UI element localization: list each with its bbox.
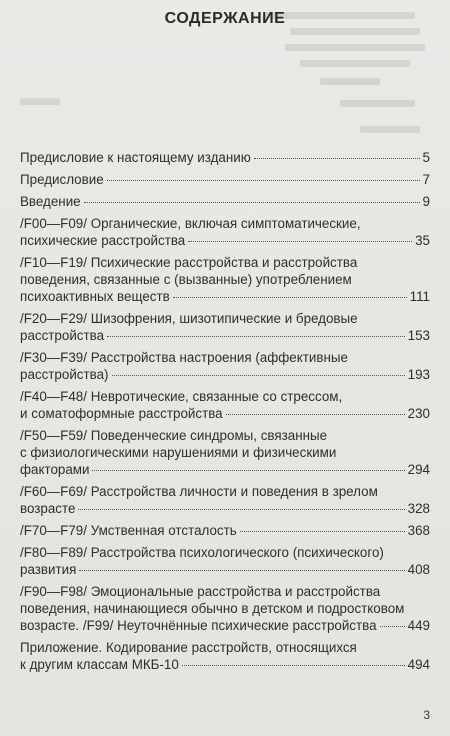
- toc-entry-text: возрасте. /F99/ Неуточнённые психические расстройства: [20, 618, 377, 633]
- toc-entry[interactable]: [20, 193, 430, 210]
- toc-entry-last-line: [20, 500, 430, 517]
- toc-entry-text: поведения, начинающиеся обычно в детском и подростковом: [20, 601, 405, 616]
- dot-leader: [254, 158, 420, 159]
- toc-entry-page: 328: [407, 501, 430, 516]
- toc-entry-text: /F30—F39/ Расстройства настроения (аффективные: [20, 350, 348, 365]
- toc-entry[interactable]: [20, 254, 430, 305]
- toc-entry-text: Предисловие к настоящему изданию: [20, 150, 251, 165]
- toc-entry-page: 408: [407, 562, 430, 577]
- dot-leader: [92, 470, 404, 471]
- toc-entry-page: 5: [422, 150, 430, 165]
- toc-entry-text: возрасте: [20, 501, 76, 516]
- toc-entry[interactable]: [20, 427, 430, 478]
- toc-entry-page: 9: [422, 194, 430, 209]
- dot-leader: [107, 180, 420, 181]
- toc-entry[interactable]: [20, 522, 430, 539]
- toc-entry-text: расстройства: [20, 328, 105, 343]
- toc-entry-page: 230: [407, 406, 430, 421]
- dot-leader: [173, 297, 407, 298]
- toc-entry-last-line: [20, 405, 430, 422]
- toc-entry[interactable]: [20, 171, 430, 188]
- toc-entry[interactable]: [20, 639, 430, 673]
- toc-entry-last-line: [20, 193, 430, 210]
- toc-entry-page: 449: [407, 618, 430, 633]
- toc-entry-page: 494: [407, 657, 430, 672]
- toc-entry-last-line: [20, 149, 430, 166]
- dot-leader: [84, 202, 420, 203]
- toc-entry-text: Введение: [20, 194, 81, 209]
- dot-leader: [188, 241, 412, 242]
- toc-entry-text: расстройства): [20, 367, 109, 382]
- dot-leader: [78, 509, 404, 510]
- dot-leader: [226, 414, 405, 415]
- toc-entry-last-line: [20, 617, 430, 634]
- toc-entry[interactable]: [20, 149, 430, 166]
- toc-entry-last-line: [20, 288, 430, 305]
- toc-entry-text: /F80—F89/ Расстройства психологического (психического): [20, 545, 384, 560]
- toc-entry-last-line: [20, 461, 430, 478]
- dot-leader: [240, 531, 405, 532]
- toc-entry[interactable]: [20, 310, 430, 344]
- toc-entry-last-line: [20, 171, 430, 188]
- toc-entry-page: 294: [407, 462, 430, 477]
- toc-entry-last-line: [20, 327, 430, 344]
- toc-entry-page: 153: [407, 328, 430, 343]
- dot-leader: [182, 665, 405, 666]
- toc-entry-text: /F20—F29/ Шизофрения, шизотипические и бредовые: [20, 311, 358, 326]
- toc-entry-page: 111: [409, 289, 430, 304]
- toc-entry-last-line: [20, 656, 430, 673]
- toc-entry-last-line: [20, 232, 430, 249]
- toc-entry[interactable]: [20, 388, 430, 422]
- toc-entry-page: 193: [407, 367, 430, 382]
- toc-entry-page: 368: [407, 523, 430, 538]
- dot-leader: [79, 570, 404, 571]
- toc-entry-text: развития: [20, 562, 77, 577]
- toc-entry[interactable]: [20, 215, 430, 249]
- toc-entry-text: с физиологическими нарушениями и физическими: [20, 445, 337, 460]
- toc-entry-text: /F70—F79/ Умственная отсталость: [20, 523, 237, 538]
- toc-entry[interactable]: [20, 583, 430, 634]
- toc-entry[interactable]: [20, 349, 430, 383]
- table-of-contents: [20, 149, 430, 678]
- dot-leader: [107, 336, 405, 337]
- toc-entry-text: Приложение. Кодирование расстройств, относящихся: [20, 640, 357, 655]
- toc-entry-last-line: [20, 522, 430, 539]
- toc-entry-page: 7: [422, 172, 430, 187]
- page-title: СОДЕРЖАНИЕ: [164, 10, 286, 27]
- toc-entry-last-line: [20, 366, 430, 383]
- toc-entry-text: к другим классам МКБ-10: [20, 657, 179, 672]
- toc-entry-text: /F00—F09/ Органические, включая симптоматические,: [20, 216, 361, 231]
- toc-entry-page: 35: [415, 233, 430, 248]
- toc-entry-text: и соматоформные расстройства: [20, 406, 223, 421]
- dot-leader: [112, 375, 405, 376]
- toc-entry-text: Предисловие: [20, 172, 104, 187]
- toc-entry-text: /F60—F69/ Расстройства личности и поведения в зрелом: [20, 484, 378, 499]
- toc-entry-text: /F50—F59/ Поведенческие синдромы, связанные: [20, 428, 328, 443]
- toc-entry[interactable]: [20, 483, 430, 517]
- toc-entry-text: психоактивных веществ: [20, 289, 170, 304]
- toc-entry-text: психические расстройства: [20, 233, 186, 248]
- dot-leader: [380, 626, 405, 627]
- toc-entry[interactable]: [20, 544, 430, 578]
- toc-entry-text: /F10—F19/ Психические расстройства и расстройства: [20, 255, 358, 270]
- page-number: 3: [423, 708, 430, 722]
- toc-entry-text: /F40—F48/ Невротические, связанные со стрессом,: [20, 389, 343, 404]
- toc-entry-text: факторами: [20, 462, 90, 477]
- toc-entry-text: /F90—F98/ Эмоциональные расстройства и расстройства: [20, 584, 381, 599]
- toc-entry-text: поведения, связанные с (вызванные) употреблением: [20, 272, 352, 287]
- toc-entry-last-line: [20, 561, 430, 578]
